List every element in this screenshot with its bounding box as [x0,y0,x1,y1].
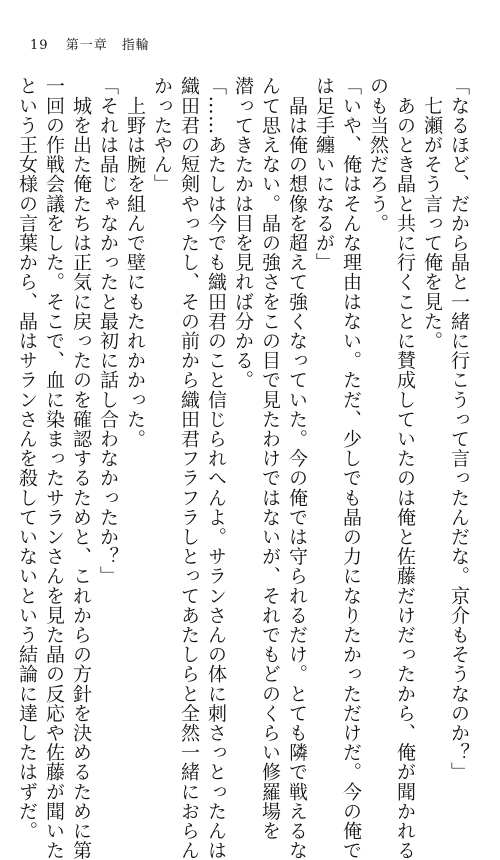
text-line: あのとき晶と共に行くことに賛成していたのは俺と佐藤だけだったから、俺が聞かれる [394,76,416,860]
text-line: んて思えない。晶の強さをこの目で見たわけではないが、それでもどのくらい修羅場を [259,76,281,841]
text-line: かったやん」 [151,76,173,194]
text-line: 城を出た俺たちは正気に戻ったのを確認するためと、これからの方針を決めるために第 [70,76,92,860]
text-line: 晶は俺の想像を超えて強くなっていた。今の俺では守られるだけ。とても隣で戦えるな [286,76,308,860]
text-line: 上野は腕を組んで壁にもたれかかった。 [124,76,146,449]
text-line: という王女様の言葉から、晶はサランさんを殺していないという結論に達したはずだ。 [16,76,38,841]
vertical-text-body [16,76,472,860]
text-line: 織田君の短剣やったし、その前から織田君フラフラしとってあたしらと全然一緒におらん [178,76,200,860]
text-line: 「いや、俺はそんな理由はない。ただ、少しでも晶の力になりたかっただけだ。今の俺で [340,76,362,860]
text-line: 「それは晶じゃなかったと最初に話し合わなかったか？」 [97,76,119,586]
text-line: 七瀬がそう言って俺を見た。 [421,76,443,351]
text-line: 「なるほど、だから晶と一緒に行こうって言ったんだな。京介もそうなのか？」 [448,76,470,782]
page-number: 19 [30,38,49,53]
running-header [30,34,150,53]
text-line: のも当然だろう。 [367,76,389,233]
text-line: 一回の作戦会議をした。そこで、血に染まったサランさんを見た晶の反応や佐藤が聞いた [43,76,65,860]
chapter-title: 第一章 指輪 [65,38,150,53]
text-line: は足手纏いになるが」 [313,76,335,272]
text-line: 「……あたしは今でも織田君のこと信じられへんよ。サランさんの体に刺さっとったんは [205,76,227,860]
text-line: 潜ってきたかは目を見れば分かる。 [232,76,254,390]
